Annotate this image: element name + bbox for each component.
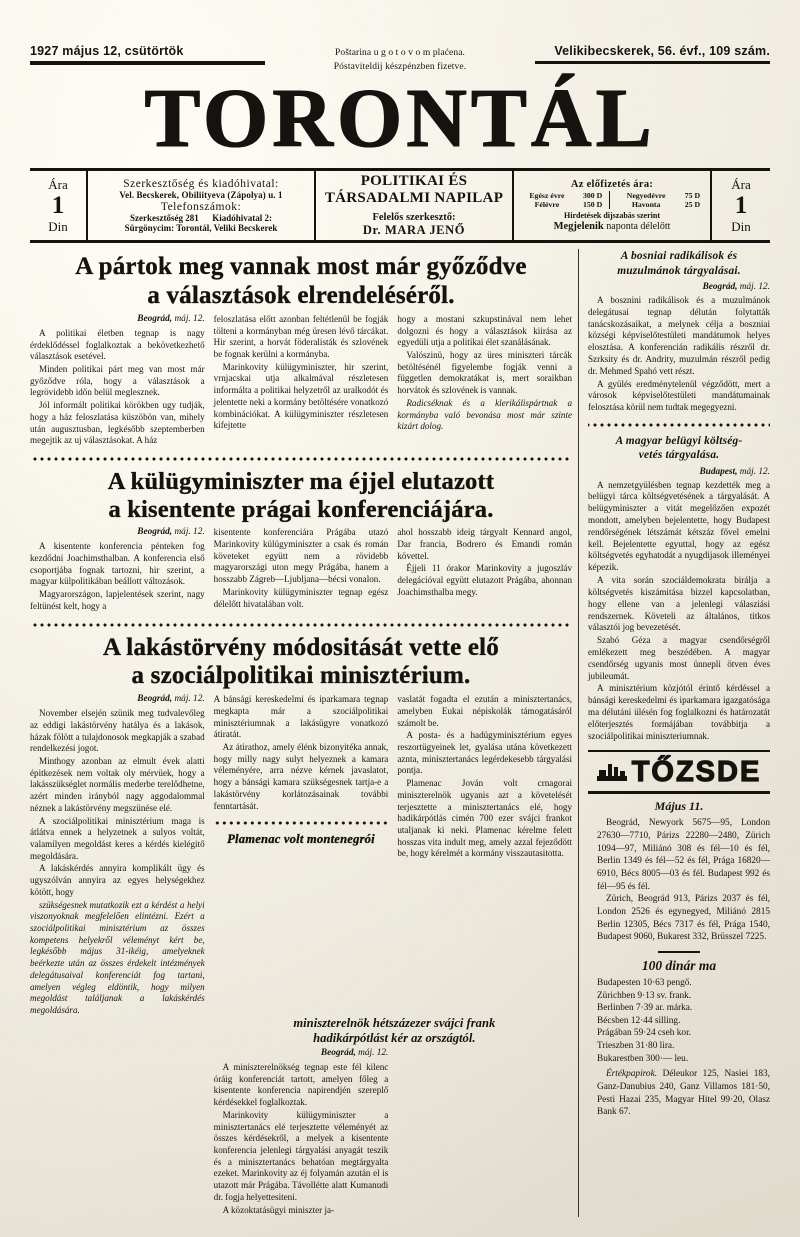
article-column-2: [214, 527, 389, 613]
topbar-right: [535, 44, 770, 64]
paragraph: A vita során szociáldemokrata birálja a költségvetés kiszámitása bizzel kapcsolatban, hogy ellene van a jelenlegi válasziási rendszernek. Követeli az általános, titkos választói jog bevezetését.: [588, 575, 770, 633]
newspaper-title: TORONTÁL: [144, 71, 656, 165]
decorative-dot-rule: [30, 621, 572, 629]
dateline-date: máj. 12.: [358, 1048, 389, 1058]
paragraph: November elsején szünik meg tudvalevőleg az eddigi lakástörvény hatálya és a lakások, házak fölött a tulajdonosok megkapják a szabad rendelkezési jogot.: [30, 708, 205, 754]
paragraph: kisentente konferenciára Prágába utazó Marinkovity külügyminiszter a csak és román követeket együtt nem a rövidebb magyarországi uton megy Prágába, hanem a hosszabb Zágreb—Ljubljana—bécsi vonalon.: [213, 527, 389, 585]
securities-block: [588, 1068, 770, 1119]
dinar-section-title: 100 dinár ma: [641, 957, 717, 973]
sub-year-label: Egész évre: [529, 191, 565, 201]
paper-type: POLITIKAI ÉS TÁRSADALMI NAPILAP: [324, 173, 504, 207]
plamenac-headline-rest: [217, 1016, 572, 1046]
sub-month-value: 25 D: [684, 200, 701, 210]
plamenac-body-spacer: [30, 1048, 205, 1217]
dateline: [30, 694, 205, 706]
decorative-dot-rule: [588, 421, 770, 429]
paragraph: A kisentente konferencia pénteken fog kezdődni Joachimsthalban. A konferencia első csoportjába fognak tartozni, hir szerint, a magyar külpolitikában beállott változások.: [30, 541, 205, 587]
phone-office: Kiadóhivatal 2:: [212, 213, 272, 224]
article-headline: [30, 634, 572, 691]
article-column-2: [214, 694, 389, 1018]
decorative-dot-rule: [30, 455, 572, 463]
article-column-2: [214, 314, 389, 448]
stock-exchange-date: Május 11.: [654, 799, 704, 814]
headline-line-2: a szociálpolitikai minisztérium.: [131, 661, 471, 689]
stock-exchange-rates: [588, 817, 770, 943]
plamenac-spacer: [30, 1016, 208, 1046]
dateline-city: Beográd,: [320, 1048, 356, 1058]
paragraph: Marinkovity külügyminiszter, hir szerint, vrnjacskai utja alkalmával részletesen informálta a politikai helyzetről az uralkodót és jelentette neki a kormány betöltésére vonatkozó kombinációkat. A külügyminiszter részletesen kifejtette: [213, 361, 389, 431]
page-content: [30, 249, 770, 1217]
article-column-3: [397, 527, 572, 613]
paragraph: Az átirathoz, amely élénk bizonyitéka annak, hogy milly nagy sulyt helyeznek a kamara véleményére, arra nézve kérnek javaslatot, hogy a bánsági kamara szükségesnek tartja-e a lakástörvény korlátozásainak további fenntartását.: [213, 741, 389, 811]
price-currency-left: Din: [48, 218, 68, 234]
paragraph: Éjjeli 11 órakor Marinkovity a jugoszláv delegációval együtt elutazott Prágába, ahonnan Joachimsthalba megy.: [397, 563, 573, 597]
paragraph: A gyülés eredménytelenül végződött, mert a városok képviselőtestületi mandátumainak felosztása körül nem tudtak megegyezni.: [588, 378, 770, 413]
masthead-info-strip: [30, 168, 770, 243]
paragraph: A szociálpolitikai minisztérium maga is átlátva ennek a helyzetnek a sulyos voltát, valamilyen megoldást keres a kérdés kielégitő megoldására.: [30, 815, 205, 861]
headline-line-2: a választások elrendeléséről.: [147, 281, 455, 309]
subscription-heading: Az előfizetés ára:: [570, 179, 654, 191]
editor-label: Felelős szerkesztő:: [372, 212, 456, 224]
sub-half-value: 150 D: [582, 200, 603, 210]
dateline-city: Beográd,: [702, 281, 738, 292]
paragraph: Jól informált politikai körökben ugy tudják, hogy a ház feloszlatása küszöbön van, mihely után augusztusban, legkésőbb szeptemberben megejtik az uj választásokat. A ház: [30, 400, 205, 446]
headline-line-1: A bosniai radikálisok és: [620, 250, 738, 263]
sidebar-article-bosnia: [588, 249, 770, 414]
paragraph: hogy a mostani szkupstinával nem lehet dolgozni és hogy a választások kiirása az egyedüli utja a politikai élet szanálásának.: [397, 313, 573, 348]
ads-note: Hirdetések dijszabás szerint: [564, 211, 660, 221]
dateline: [30, 314, 205, 326]
dateline-city: Budapest,: [699, 466, 738, 477]
paragraph: A minisztérium közjótól érintő kérdéssel a bánsági kereskedelmi és iparkamara igazgatósága ma délutáni ülésén fog foglalkozni és határozatát előterjesztés formájában továbbitja a szociálpolitikai miniszteriumnak.: [588, 683, 770, 741]
headline-line-1: A pártok meg vannak most már győződve: [75, 253, 527, 281]
dateline-date: máj. 12.: [174, 694, 205, 705]
paragraph: Szabó Géza a magyar csendőrségről emlékezett meg beszédében. A magyar csendőrség ugyanis most ünnepli ötven éves jubileumát.: [588, 635, 770, 681]
editorial-heading: Szerkesztőség és kiadóhivatal:: [123, 178, 279, 191]
paragraph: Minthogy azonban az elmult évek alatti épitkezések nem voltak oly mérvüek, hogy a lakásszükséglet normális mederbe terelődhetne, azért minden irányból nagy aggodalommal néznek a lakástörvény megszünése elé.: [30, 755, 205, 813]
price-label-left: Ára: [48, 176, 68, 192]
headline-line-2: a kisentente prágai konferenciájára.: [108, 495, 494, 523]
headline-line-1: A külügyminiszter ma éjjel elutazott: [107, 467, 495, 495]
table-row: [518, 200, 706, 209]
article-columns: [30, 527, 572, 613]
price-number-left: 1: [51, 191, 65, 219]
article-foreign-minister-prague: [30, 468, 572, 614]
price-box-right: [712, 171, 770, 240]
paragraph: Plamenac Jován volt crnagorai miniszterelnök ugyanis azt a követelését terjesztette a minisztertanács elé, hogy hadikárpótlás cimén 700 ezer svájci frankot utaljanak ki neki. Plamenac kérelme felett hosszas vita indult meg, amely azzal fejeződött be, hogy kérelmét a kormány visszautasitotta.: [397, 778, 573, 859]
dateline-city: Beográd,: [137, 527, 173, 538]
article-columns: [30, 314, 572, 448]
securities-text: [588, 1068, 770, 1119]
phone-editorial: Szerkesztőség 281: [130, 213, 199, 224]
article-column-1: [30, 694, 205, 1018]
main-article-area: [30, 249, 578, 1217]
table-row: [518, 191, 706, 200]
paragraph: A közoktatásügyi miniszter ja-: [222, 1204, 335, 1215]
editorial-office-box: [88, 171, 316, 240]
paragraph-italic: szükségesnek mutatkozik ezt a kérdést a helyi viszonyoknak megfelelően elintézni. Ezért a szociálpolitikai minisztérium az összes kompetens helyekről véleményt kért be, legkésőbb május 31-ikéig, amelyeknek beérkezte után az összes érdekelt intézmények delegátusaival konferenciát fog tartani, amelyen végleg eldöntik, hogy milyen megoldást találjanak a lakáskérdés megoldására.: [30, 899, 205, 1016]
issue-info: Velikibecskerek, 56. évf., 109 szám.: [554, 44, 770, 58]
plamenac-column-2: [397, 1048, 572, 1217]
editorial-address: Vel. Becskerek, Obiliityeva (Zápolya) u. 1: [119, 190, 283, 201]
list-item: Prágában 59·24 cseh kor.: [597, 1028, 691, 1039]
list-item: Budapesten 10·63 pengő.: [597, 977, 692, 988]
dinar-rate-list: [588, 977, 770, 1065]
publication-frequency: [518, 221, 706, 232]
securities-values: Déleukor 125, Nasiei 183, Ganz-Danubius 240, Ganz Villamos 181·50, Pesti Hazai 235, Magyar Hitel 99·20, Olasz Bank 67.: [597, 1069, 770, 1118]
beograd-rates: Beográd, Newyork 5675—95, London 27630—7710, Párizs 22280—2480, Zürich 1094—97, Miliánó 308 és fél—10 és fél, Berlin 1349 és fél—52 és fél, Prága 16820—6910, Bécs 8005—03 és fél. Budapest 992 és fél—95 és fél.: [597, 818, 770, 892]
headline-line-1: A magyar belügyi költség-: [615, 435, 743, 447]
sidebar-article-budget: [588, 434, 770, 742]
paragraph: Magyarországon, lapjelentések szerint, nagy feltünést kelt, hogy a: [30, 589, 205, 611]
publication-date: 1927 május 12, csütörtök: [30, 44, 184, 58]
sub-year-value: 300 D: [582, 191, 603, 201]
headline-line-1: Plamenac volt montenegrói: [227, 832, 375, 847]
dateline-date: máj. 12.: [739, 281, 770, 292]
paragraph: Minden politikai párt meg van most már győződve róla, hogy a választások a legrövidebb időn belül meglesznek.: [30, 363, 205, 398]
paragraph: A bánsági kereskedelmi és iparkamara tegnap megkapta már a szociálpolitikai minisztériumnak a lakásügyre vonatkozó átiratát.: [213, 694, 389, 740]
masthead: [30, 71, 770, 165]
headline-line-3: hadikárpótlást kér az országtól.: [313, 1030, 476, 1045]
plamenac-block: [30, 1016, 572, 1046]
list-item: Trieszben 31·80 lira.: [597, 1041, 675, 1052]
paragraph: A miniszterelnökség tegnap este fél kilenc óráig konferenciát tartott, amelyen főleg a kisentente konferencia napirendjén szereplő kérdésekkel foglalkoztak.: [213, 1061, 389, 1108]
dateline: [588, 466, 770, 478]
postal-notice-line1: Poštarina u g o t o v o m plaćena.: [334, 48, 466, 58]
headline-line-1: A lakástörvény módositását vette elő: [102, 633, 500, 661]
dateline-city: Beográd,: [137, 694, 173, 705]
sub-month-label: Havonta: [610, 200, 679, 209]
price-number-right: 1: [734, 191, 748, 219]
frequency-rest: naponta délelőtt: [606, 221, 671, 233]
list-item: Berlinben 7·39 ar. márka.: [597, 1003, 693, 1014]
paragraph-italic: Radicséknak és a klerikálispártnak a kormányba való bevonása most már szinte kizárt dolog.: [397, 397, 573, 432]
article-column-3: [397, 314, 572, 448]
article-headline: [30, 468, 572, 523]
dateline-date: máj. 12.: [174, 527, 205, 538]
dateline: [30, 527, 205, 539]
paragraph: ahol hosszabb ideig tárgyalt Kennard angol, Dar francia, Bodrero és Emandi román követtel.: [397, 527, 573, 561]
masthead-topbar: [30, 44, 770, 75]
price-label-right: Ára: [731, 176, 751, 192]
phone-numbers: [92, 213, 310, 223]
frequency-bold: Megjelenik: [553, 221, 604, 233]
article-parties-elections: [30, 253, 572, 448]
topbar-left-rule: [30, 61, 265, 65]
paragraph: A posta- és a hadügyminisztérium egyes reszortügyeinek let, gyalása utána következett aznta, minisztertanács legérdekesebb tárgyalási pontja.: [397, 730, 573, 776]
stock-exchange-section: [588, 750, 770, 1118]
topbar-left: [30, 44, 265, 65]
paragraph: Valószinü, hogy az üres miniszteri tárcák betöltésénél figyelembe fogják venni a független demokratákat is, mert soraikban horvátok és szlovének is vannak.: [397, 349, 573, 396]
stock-exchange-title: TŐZSDE: [631, 756, 762, 789]
paragraph: vaslatát fogadta el ezután a minisztertanács, amelyben Eukai népiskolák támogatásáról számolt be.: [397, 694, 573, 728]
postal-notice-line2: Póstaviteldij készpénzben fizetve.: [333, 62, 467, 73]
subscription-box: [514, 171, 712, 240]
dateline: [214, 1048, 389, 1060]
list-item: Zürichben 9·13 sv. frank.: [597, 990, 692, 1001]
price-currency-right: Din: [731, 218, 751, 234]
list-item: Bécsben 12·44 silling.: [597, 1015, 681, 1026]
decorative-dot-rule: [214, 819, 389, 827]
price-box-left: [30, 171, 88, 240]
article-column-1: [30, 314, 205, 448]
stock-exchange-rule: [588, 791, 770, 794]
postal-notice: [265, 44, 535, 75]
plamenac-body: [30, 1048, 572, 1217]
headline-line-2: vetés tárgyalása.: [638, 449, 720, 462]
securities-label: Értékpapirok.: [606, 1069, 658, 1080]
telegram-address: Sürgönycim: Torontál, Veliki Becskerek: [124, 223, 278, 234]
phone-heading: Telefonszámok:: [160, 201, 242, 214]
plamenac-column-1: [214, 1048, 389, 1217]
list-item: Bukarestben 300·— leu.: [597, 1053, 689, 1064]
sub-quarter-label: Negyedévre: [610, 191, 679, 200]
article-column-1: [30, 527, 205, 613]
sub-quarter-value: 75 D: [684, 191, 701, 201]
dateline-date: máj. 12.: [739, 466, 770, 477]
paragraph: A politikai életben tegnap is nagy érdeklődéssel foglalkoztak a bekövetkezhető választások esetével.: [30, 327, 205, 362]
paragraph: A nemzetgyülésben tegnap kezdették meg a belügyi tárca költségvetésének a tárgyalását. A belügyminiszter a vitát megelőzően expozét mondott, amelyben bejelentette, hogy Budapest rendőrségének létszámát kétszáz fővel emelni kell. Bejelentette egyuttal, hogy az egész költségvetés egyhatodát a nyugdijasok illeményei képezik.: [588, 479, 770, 573]
headline-line-2: muzulmánok tárgyalásai.: [617, 264, 741, 277]
stock-exchange-header: [588, 750, 770, 791]
sidebar-body: [588, 281, 770, 414]
paragraph: Marinkovity külügyminiszter a minisztertanács elé terjesztette véleményét az összes kérdésekről, a melyek a kisentente konferencia jelenlegi tárgyalási anyagát teszik és a minisztertanács behatóan megtárgyalta ezeket. Marinkovity az éj folyamán azután el is utazott már Prágába. Távollétte alatt Kumanudi dr. fogja helyettesiteni.: [213, 1109, 389, 1202]
article-column-3: [397, 694, 572, 1018]
paragraph: Marinkovity külügyminiszter tegnap egész délelőtt hivatalában volt.: [213, 586, 389, 609]
paragraph: A lakáskérdés annyira komplikált ügy és ugyszólván annyira az egyes helységekhez kötött, hogy: [30, 863, 205, 897]
subscription-table: [518, 191, 706, 209]
article-headline: [30, 253, 572, 310]
right-sidebar: [578, 249, 770, 1217]
dateline-city: Beográd,: [137, 313, 173, 324]
editor-name: Dr. MARA JENŐ: [362, 223, 466, 238]
section-divider: [658, 951, 700, 953]
plamenac-headline: [214, 832, 389, 847]
paragraph: A bosznini radikálisok és a muzulmánok delegátusai tegnap délután folytatták tanácskozásaikat, a melynek célja a boszniai községi képviselőtestületi mandátumok helyes elosztása. A konferencián radikális részről dr. Szrksity és dr. Andrity, muzulmán részről pedig dr. Mehmed Spahó vett részt.: [588, 294, 770, 376]
sidebar-body: [588, 466, 770, 743]
zurich-rates: Zürich, Beográd 913, Párizs 2037 és fél, London 2526 és egynegyed, Miliánó 2815 Berlin 12305, Bécs 7317 és fél, Prága 1540, Budapest 9060, Bukarest 332, Brüsszel 7225.: [597, 894, 770, 943]
topbar-right-rule: [535, 61, 770, 64]
sidebar-headline: [588, 434, 770, 463]
article-housing-law: [30, 634, 572, 1018]
sidebar-headline: [588, 249, 770, 278]
dateline: [588, 281, 770, 293]
dateline-date: máj. 12.: [174, 313, 205, 324]
paragraph: feloszlatása előtt azonban feltétlenül be fogják tölteni a kormányban még üresen lévő tárcákat. Hir szerint, a horvát föderalisták és szlovének be fognak kerülni a kormányba.: [213, 313, 389, 359]
article-columns: [30, 694, 572, 1018]
headline-line-2: miniszterelnök hétszázezer svájci frank: [293, 1015, 496, 1030]
paper-type-box: [316, 171, 514, 240]
factory-ornament-icon: [597, 764, 627, 781]
sub-half-label: Félévre: [534, 200, 560, 210]
